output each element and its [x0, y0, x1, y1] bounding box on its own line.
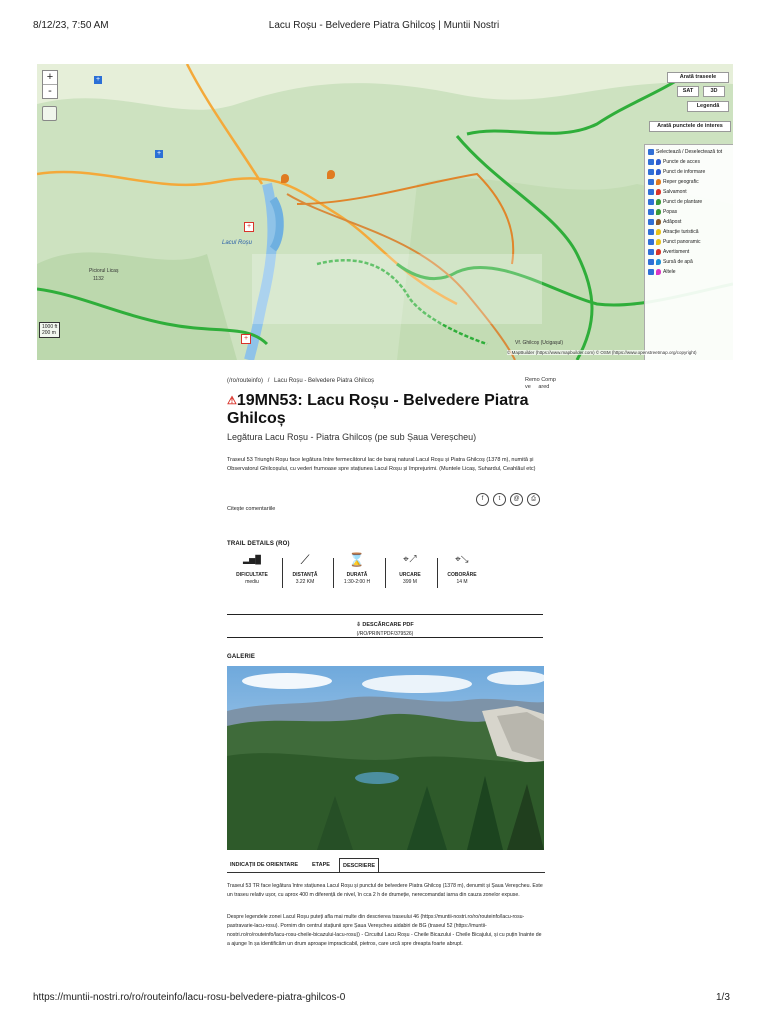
breadcrumb-separator: /: [267, 378, 270, 384]
checkbox-icon[interactable]: [648, 249, 654, 255]
stat-descent-value: 14 M: [456, 579, 468, 585]
scale-m: 200 m: [42, 330, 56, 336]
poi-legend-label: Atracție turistică: [663, 229, 699, 235]
checkbox-icon[interactable]: [648, 149, 654, 155]
poi-legend-label: Avertisment: [663, 249, 690, 255]
zoom-in-button[interactable]: +: [46, 71, 54, 83]
poi-marker-icon: [656, 169, 661, 175]
zoom-control: [42, 70, 58, 99]
route-title: 19MN53: Lacu Roșu - Belvedere Piatra Ghilcoș: [227, 392, 529, 427]
stat-difficulty: [222, 552, 282, 585]
map-label-licas: Piciorul Licaș: [89, 268, 119, 274]
poi-legend-item[interactable]: [648, 159, 700, 165]
download-pdf-link[interactable]: [227, 622, 543, 628]
compare-text-2: ared: [538, 384, 550, 390]
poi-marker-icon: [656, 209, 661, 215]
download-pdf-label: DESCĂRCARE PDF: [362, 622, 414, 628]
checkbox-icon[interactable]: [648, 199, 654, 205]
print-page-count: 1/3: [716, 992, 730, 1003]
route-map[interactable]: [37, 64, 733, 360]
print-icon: ⎙: [531, 496, 536, 502]
scale-ft: 1000 ft: [42, 324, 58, 330]
poi-legend-label: Altele: [663, 269, 676, 275]
stat-duration: [327, 552, 387, 585]
checkbox-icon[interactable]: [648, 229, 654, 235]
descent-icon: ⌖↘: [455, 554, 469, 565]
map-attribution: © MapBuilder (https://www.mapbuilder.com) © OSM (https://www.openstreetmap.org/copyright): [507, 350, 697, 355]
poi-marker-icon: [656, 189, 661, 195]
poi-legend-item[interactable]: [648, 169, 705, 175]
remove-text-2: ve: [525, 384, 531, 390]
print-page-title: Lacu Roșu - Belvedere Piatra Ghilcoș | Muntii Nostri: [268, 20, 500, 31]
download-pdf-url[interactable]: (/RO/PRINTPDF/379526): [356, 631, 414, 637]
stat-distance: [275, 552, 335, 585]
gallery-photo[interactable]: [227, 666, 544, 850]
poi-marker-icon: [656, 239, 661, 245]
stat-duration-value: 1:30-2:00 H: [343, 579, 371, 585]
divider-top: [227, 614, 543, 615]
3d-button[interactable]: 3D: [703, 86, 725, 97]
map-marker-icon[interactable]: [327, 170, 335, 179]
breadcrumb-routeinfo-link[interactable]: (/ro/routeinfo): [227, 378, 264, 384]
email-icon: @: [513, 496, 520, 502]
warning-triangle-icon: ⚠: [227, 395, 237, 407]
difficulty-icon: ▂▅█: [243, 555, 261, 564]
poi-legend-label: Puncte de acces: [663, 159, 700, 165]
poi-marker-icon: [656, 269, 661, 275]
poi-legend-label: Salvamont: [663, 189, 687, 195]
description-paragraph-1: Traseul 53 TR face legătura între stațiunea Lacul Roșu și punctul de belvedere Piatra Ghilcoș (1378 m), denumit și Șaua Vereșcheu. Este un traseu relativ ușor, cu aprox 400 m diferență de nivel, în cca 2 h de drumeție, nerecomandat iarna din cauza zonelor expuse.: [227, 883, 543, 898]
map-scale: [39, 322, 60, 338]
zoom-out-button[interactable]: -: [43, 84, 57, 98]
stat-difficulty-label: DIFICULTATE: [236, 572, 268, 578]
poi-legend-label: Punct de informare: [663, 169, 706, 175]
poi-legend-item[interactable]: [648, 149, 722, 155]
checkbox-icon[interactable]: [648, 259, 654, 265]
stat-descent: [432, 552, 492, 585]
stat-distance-value: 3.22 KM: [295, 579, 315, 585]
compare-text-1: Comp: [541, 377, 556, 383]
facebook-button[interactable]: [476, 493, 489, 506]
print-button[interactable]: [527, 493, 540, 506]
fullscreen-button[interactable]: [42, 106, 57, 121]
salvamont-icon[interactable]: +: [244, 222, 254, 232]
print-datetime: 8/12/23, 7:50 AM: [33, 20, 109, 31]
route-description: Traseul 53 Triunghi Roșu face legătura între fermecătorul lac de baraj natural Lacul Roșu și Piatra Ghilcoș (1378 m), numită și Observatorul Ghilcoșului, cu vederi frumoase spre stațiunea Lacul Roșu și împrejurimi. (Muntele Licaș, Suhardul, Ceahlăul etc): [227, 457, 536, 472]
poi-legend-item[interactable]: [648, 229, 699, 235]
checkbox-icon[interactable]: [648, 159, 654, 165]
checkbox-icon[interactable]: [648, 189, 654, 195]
poi-marker-icon: [656, 219, 661, 225]
map-label-licas-alt: 1132: [93, 276, 104, 282]
info-point-icon-2[interactable]: +: [95, 76, 101, 83]
print-url: https://muntii-nostri.ro/ro/routeinfo/lacu-rosu-belvedere-piatra-ghilcos-0: [33, 992, 346, 1003]
twitter-button[interactable]: [493, 493, 506, 506]
poi-marker-icon: [656, 199, 661, 205]
poi-legend-label: Adăpost: [663, 219, 682, 225]
breadcrumb: [227, 378, 374, 384]
poi-marker-icon: [656, 259, 661, 265]
poi-legend-label: Popas: [663, 209, 678, 215]
trail-details-heading: TRAIL DETAILS (RO): [227, 541, 290, 547]
poi-legend-label: Selectează / Deselectează tot: [656, 149, 723, 155]
checkbox-icon[interactable]: [648, 179, 654, 185]
stat-descent-label: COBORÂRE: [447, 572, 477, 578]
poi-legend-item[interactable]: [648, 239, 701, 245]
stat-ascent-label: URCARE: [399, 572, 421, 578]
breadcrumb-current: Lacu Roșu - Belvedere Piatra Ghilcoș: [274, 378, 375, 384]
poi-marker-icon: [656, 229, 661, 235]
tab-etape[interactable]: ETAPE: [312, 862, 330, 868]
legend-button[interactable]: Legendă: [687, 101, 729, 112]
salvamont-icon-2[interactable]: +: [241, 334, 251, 344]
map-label-lake: Lacul Roșu: [222, 240, 253, 246]
remove-text-1: Remo: [525, 377, 540, 383]
poi-marker-icon: [656, 249, 661, 255]
download-icon: ⇩: [356, 622, 363, 628]
tab-indicatii[interactable]: INDICAȚII DE ORIENTARE: [230, 862, 299, 868]
poi-legend-item[interactable]: [648, 199, 702, 205]
poi-legend-item[interactable]: [648, 249, 689, 255]
poi-legend-item[interactable]: [648, 219, 681, 225]
map-label-ghilcos: Vf. Ghilcoș (Ucigașul): [515, 340, 564, 346]
poi-legend-item[interactable]: [648, 259, 693, 265]
map-terrain: [37, 64, 733, 360]
poi-legend-item[interactable]: [648, 209, 677, 215]
route-title-block: [227, 392, 547, 428]
checkbox-icon[interactable]: [648, 239, 654, 245]
read-comments-link[interactable]: Citește comentariile: [227, 506, 276, 512]
map-marker-start-icon[interactable]: [281, 174, 289, 183]
poi-marker-icon: [656, 159, 661, 165]
hourglass-icon: ⌛: [348, 552, 366, 567]
poi-legend-label: Punct panoramic: [663, 239, 701, 245]
poi-button[interactable]: Arată punctele de interes: [649, 121, 731, 132]
checkbox-icon[interactable]: [648, 209, 654, 215]
poi-legend-label: Punct de plantare: [663, 199, 703, 205]
gallery-photo-image: [227, 666, 544, 850]
poi-legend-label: Sursă de apă: [663, 259, 693, 265]
sat-button[interactable]: SAT: [677, 86, 699, 97]
poi-marker-icon: [656, 179, 661, 185]
twitter-icon: t: [498, 496, 501, 502]
ruler-icon: ⟋: [300, 552, 310, 567]
description-paragraph-2: Despre legendele zonei Lacul Roșu puteți afla mai multe din descrierea traseului 46 (https://muntii-nostri.ro/ro/routeinfo/lacu-rosu-pastravarie-lacu-rosu). Pornim din centrul stațiunii spre Șaua Vereșcheu aidabiri de BG (traseul 52 (https://muntii-nostri.ro/ro/routeinfo/lacu-rosu-cheile-bicazului-lacu-rosu)) - Circuitul Lacu Roșu - Cheile Bicazului - Cheile Bicajului, și cu puțin înainte de a ajunge în șa identificăm un drum aproape impracticabil, pietros, care urcă spre dreapta foarte abrupt.: [227, 914, 542, 947]
ascent-icon: ⌖↗: [403, 554, 417, 565]
email-button[interactable]: [510, 493, 523, 506]
facebook-icon: f: [481, 496, 484, 502]
stat-duration-label: DURATĂ: [346, 572, 368, 578]
checkbox-icon[interactable]: [648, 219, 654, 225]
checkbox-icon[interactable]: [648, 269, 654, 275]
info-point-icon[interactable]: +: [156, 150, 162, 157]
show-routes-button[interactable]: Arată traseele: [667, 72, 729, 83]
stat-difficulty-value: mediu: [245, 579, 259, 585]
checkbox-icon[interactable]: [648, 169, 654, 175]
gallery-heading: GALERIE: [227, 654, 256, 660]
poi-legend-item[interactable]: [648, 269, 676, 275]
remove-compare-toggle[interactable]: [525, 377, 556, 391]
poi-legend-label: Reper geografic: [663, 179, 699, 185]
tab-descriere[interactable]: DESCRIERE: [339, 858, 379, 873]
poi-legend: [644, 144, 733, 360]
stat-ascent: [380, 552, 440, 585]
stat-distance-label: DISTANȚĂ: [292, 572, 318, 578]
tabs-underline: [227, 872, 545, 873]
stat-ascent-value: 399 M: [403, 579, 417, 585]
divider-bottom: [227, 637, 543, 638]
poi-legend-item[interactable]: [648, 179, 699, 185]
poi-legend-item[interactable]: [648, 189, 687, 195]
route-subtitle: Legătura Lacu Roșu - Piatra Ghilcoș (pe sub Șaua Vereșcheu): [227, 432, 477, 442]
